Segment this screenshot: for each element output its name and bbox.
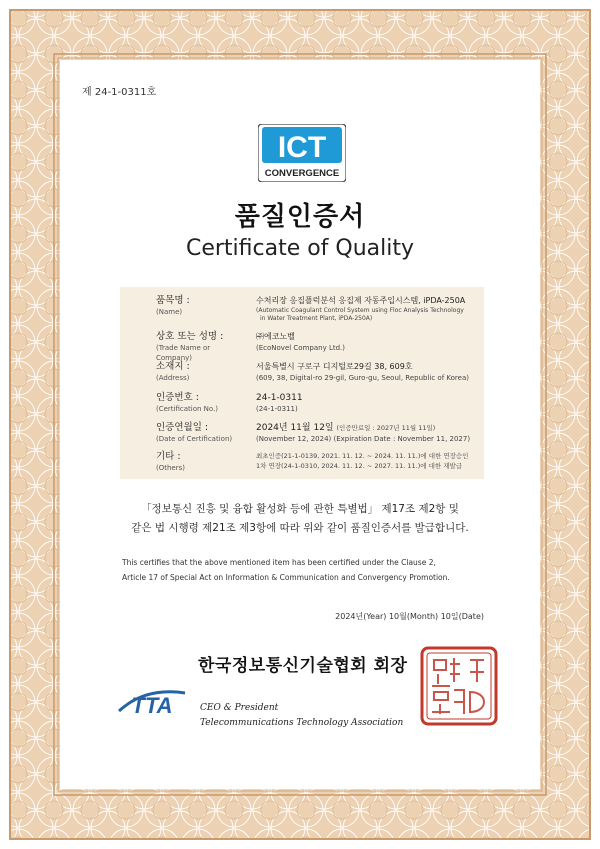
field-value: 24-1-0311 (256, 393, 303, 403)
field-label-en: (Date of Certification) (156, 435, 233, 443)
field-value-en: in Water Treatment Plant, iPDA-250A) (260, 315, 373, 322)
issuer-title-english: CEO & President (200, 703, 279, 713)
field-value: 서울특별시 구로구 디지털로29길 38, 609호 (256, 362, 413, 371)
official-seal (420, 646, 498, 726)
field-label-en: (Certification No.) (156, 405, 219, 413)
declaration-english (122, 555, 502, 585)
field-value-en: (EcoNovel Company Ltd.) (256, 344, 345, 352)
issuer-org-english: Telecommunications Technology Association (200, 718, 404, 728)
field-label: 소재지 : (156, 361, 190, 372)
field-label: 상호 또는 성명 : (156, 331, 224, 342)
tta-logo (115, 681, 189, 719)
field-label-en: (Others) (156, 464, 185, 472)
field-value-en: (24-1-0311) (256, 405, 298, 413)
issue-date: 2024년(Year) 10월(Month) 10일(Date) (335, 612, 484, 621)
declaration-korean-line: 같은 법 시행령 제21조 제3항에 따라 위와 같이 품질인증서를 발급합니다. (131, 522, 469, 534)
issuer-name-korean: 한국정보통신기술협회 회장 (198, 656, 408, 676)
field-value: 2024년 11월 12일 (256, 423, 334, 433)
convergence-logo-text: CONVERGENCE (264, 168, 340, 179)
field-label-en: (Trade Name or Company) (156, 344, 211, 362)
field-value: ㈜에코노벨 (256, 332, 295, 341)
field-label: 기타 : (156, 451, 181, 462)
certificate-info-box (120, 287, 484, 479)
field-value-en: (November 12, 2024) (Expiration Date : November 11, 2027) (256, 435, 471, 443)
title-english: Certificate of Quality (185, 236, 415, 261)
tta-logo-text: TTA (131, 693, 173, 718)
field-value-en: (609, 38, Digital-ro 29-gil, Guro-gu, Seoul, Republic of Korea) (256, 374, 469, 382)
field-label-en: (Name) (156, 308, 183, 316)
field-value: 1차 연장(24-1-0310, 2024. 11. 12. ~ 2027. 11. 11.)에 대한 재발급 (256, 462, 463, 470)
title-korean: 품질인증서 (234, 202, 366, 232)
document-number: 제 24-1-0311호 (82, 87, 157, 98)
declaration-korean-line: 「정보통신 진흥 및 융합 활성화 등에 관한 특별법」 제17조 제2항 및 (141, 503, 459, 515)
expiration-note: (인증만료일 : 2027년 11월 11일) (336, 424, 436, 432)
field-label: 품목명 : (156, 295, 190, 306)
ict-logo-text: ICT (277, 131, 327, 164)
field-value: 최초인증(21-1-0139, 2021. 11. 12. ~ 2024. 11. 11.)에 대한 연장승인 (256, 452, 469, 460)
ict-convergence-logo (258, 124, 346, 182)
field-label: 인증연월일 : (156, 422, 209, 433)
field-value: 수처리장 응집플럭분석 응집제 자동주입시스템, iPDA-250A (256, 296, 466, 305)
declaration-english-line: This certifies that the above mentioned item has been certified under the Clause 2, (122, 558, 436, 567)
field-label-en: (Address) (156, 374, 190, 382)
field-value-en: (Automatic Coagulant Control System using Floc Analysis Technology (256, 307, 464, 314)
declaration-english-line: Article 17 of Special Act on Information & Communication and Convergency Promotion. (122, 573, 450, 582)
declaration-korean (0, 500, 600, 538)
field-label: 인증번호 : (156, 392, 199, 403)
